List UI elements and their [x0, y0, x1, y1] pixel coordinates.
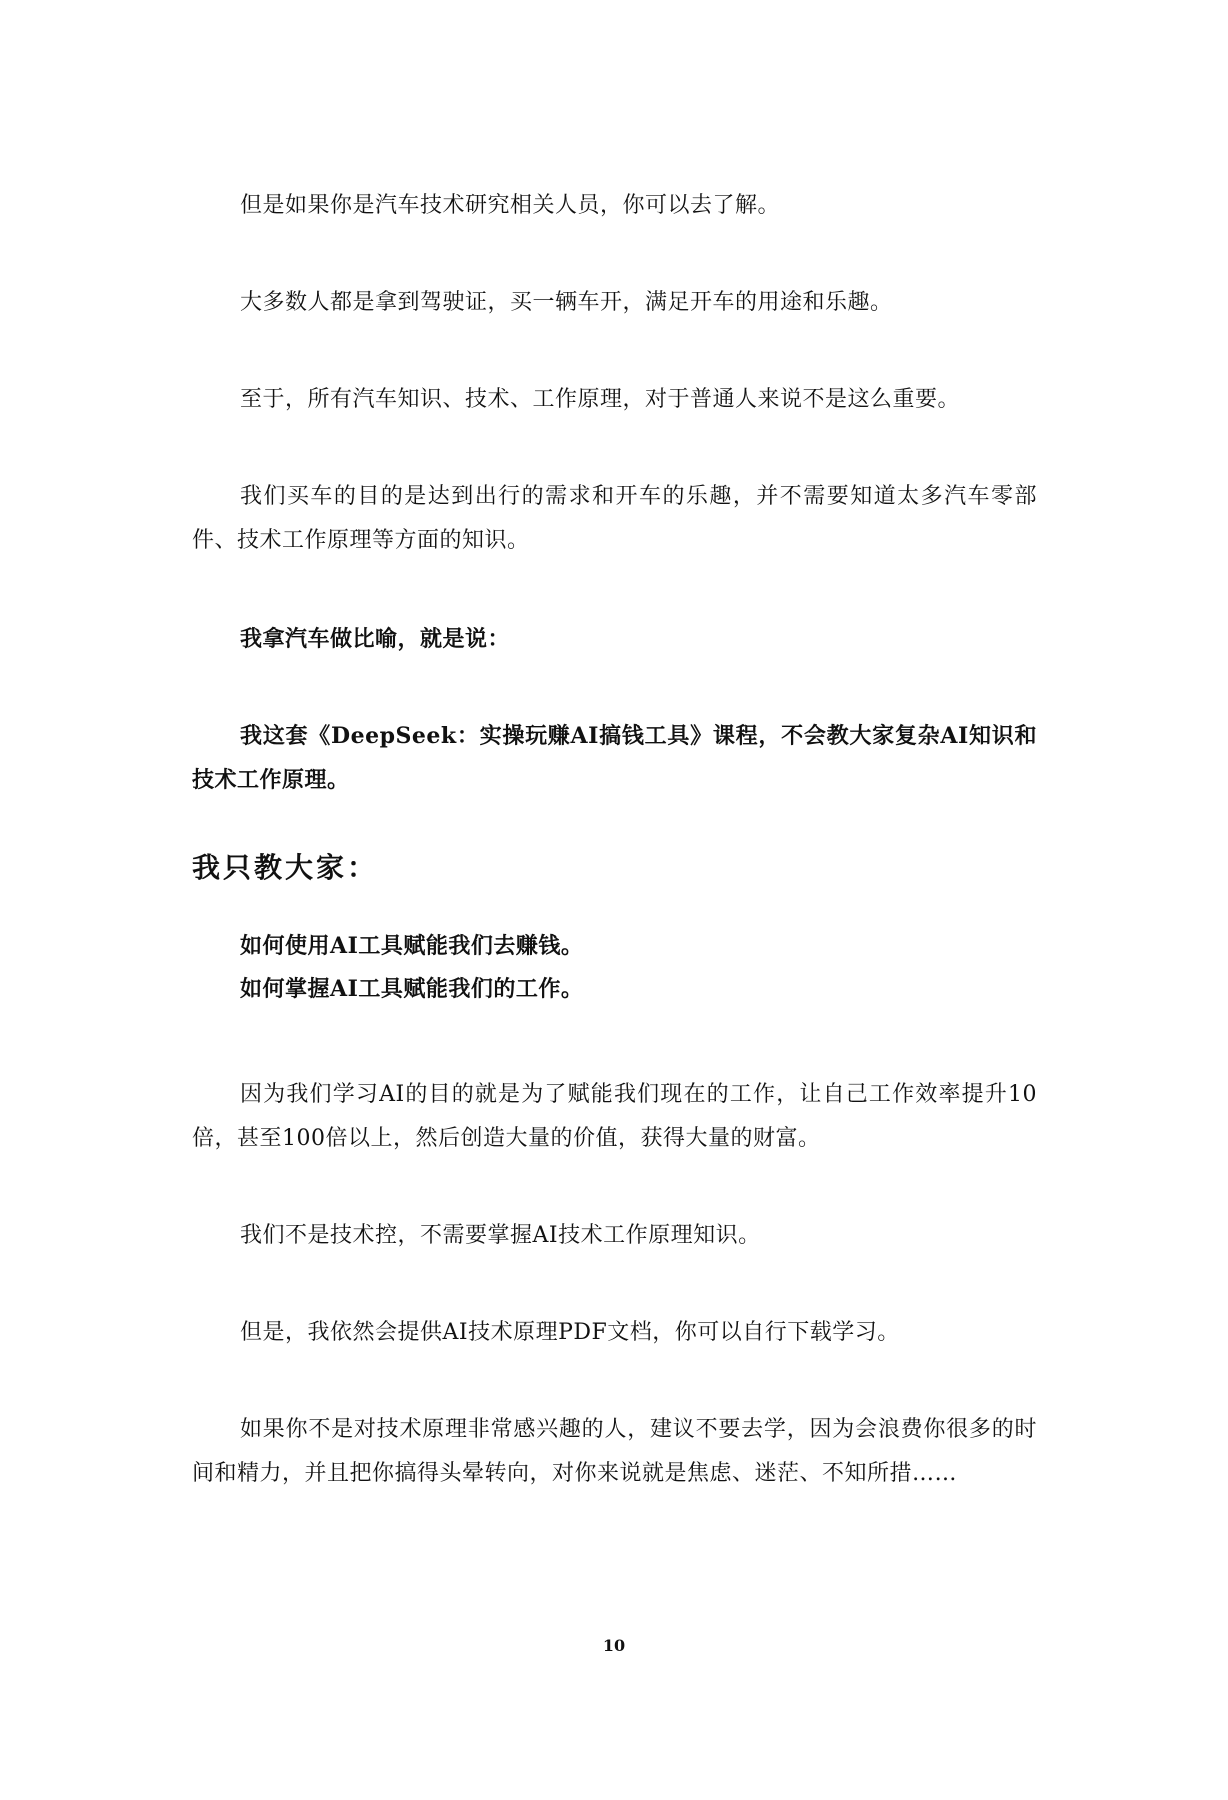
paragraph-4: 我们买车的目的是达到出行的需求和开车的乐趣，并不需要知道太多汽车零部件、技术工作原理等方面的知识。	[192, 484, 1037, 553]
list-item-2: 如何掌握AI工具赋能我们的工作。	[240, 976, 584, 1002]
paragraph-9: 但是，我依然会提供AI技术原理PDF文档，你可以自行下载学习。	[240, 1320, 900, 1345]
paragraph-1: 但是如果你是汽车技术研究相关人员，你可以去了解。	[240, 193, 781, 218]
paragraph-6: 我这套《DeepSeek：实操玩赚AI搞钱工具》课程，不会教大家复杂AI知识和技术工作原理。	[192, 723, 1037, 793]
paragraph-8: 我们不是技术控，不需要掌握AI技术工作原理知识。	[240, 1223, 761, 1248]
paragraph-5: 我拿汽车做比喻，就是说：	[240, 626, 511, 652]
paragraph-7: 因为我们学习AI的目的就是为了赋能我们现在的工作，让自己工作效率提升10倍，甚至100倍以上，然后创造大量的价值，获得大量的财富。	[192, 1082, 1037, 1151]
paragraph-3: 至于，所有汽车知识、技术、工作原理，对于普通人来说不是这么重要。	[240, 387, 961, 412]
paragraph-10: 如果你不是对技术原理非常感兴趣的人，建议不要去学，因为会浪费你很多的时间和精力，并且把你搞得头晕转向，对你来说就是焦虑、迷茫、不知所措……	[192, 1417, 1037, 1486]
page-number: 10	[602, 1636, 626, 1655]
section-heading: 我只教大家：	[192, 851, 379, 884]
list-item-1: 如何使用AI工具赋能我们去赚钱。	[240, 933, 584, 959]
paragraph-2: 大多数人都是拿到驾驶证，买一辆车开，满足开车的用途和乐趣。	[240, 290, 893, 315]
